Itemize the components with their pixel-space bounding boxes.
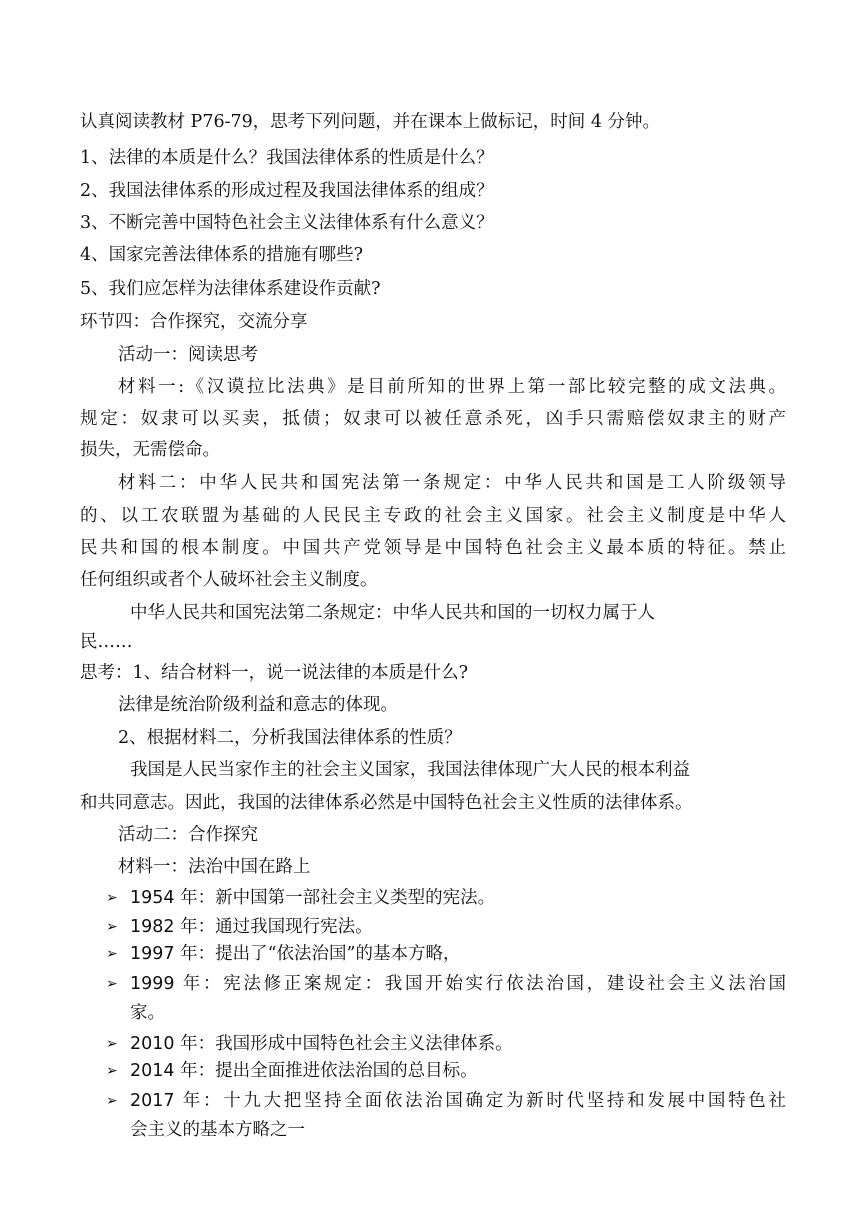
timeline-year-unit: 年： (180, 917, 216, 937)
timeline-year-unit: 年： (180, 1034, 216, 1054)
answer-2-line-2: 和共同意志。因此，我国的法律体系必然是中国特色社会主义性质的法律体系。 (80, 793, 693, 813)
timeline-text: 提出全面推进依法治国的总目标。 (215, 1061, 478, 1081)
timeline-bullet-icon: ➢ (106, 1063, 118, 1079)
answer-2-line-1: 我国是人民当家作主的社会主义国家，我国法律体现广大人民的根本利益 (130, 760, 690, 780)
think-question-1: 思考：1、结合材料一，说一说法律的本质是什么? (80, 663, 469, 683)
timeline-text: 我国形成中国特色社会主义法律体系。 (215, 1034, 513, 1054)
timeline-bullet-icon: ➢ (106, 946, 118, 962)
timeline-year-unit: 年： (180, 888, 216, 908)
article-2-line-2: 民…… (80, 632, 133, 652)
timeline-year: 1999 (130, 974, 183, 994)
material-1-line-2: 规定：奴隶可以买卖，抵债；奴隶可以被任意杀死，凶手只需赔偿奴隶主的财产 (80, 409, 786, 429)
material-2-line-4: 任何组织或者个人破坏社会主义制度。 (80, 570, 378, 590)
material-1-line-1: 材料一:《汉谟拉比法典》是目前所知的世界上第一部比较完整的成文法典。 (118, 377, 786, 397)
timeline-item-2010 (130, 1034, 513, 1054)
timeline-item-1982 (130, 917, 373, 937)
question-5: 5、我们应怎样为法律体系建设作贡献? (80, 279, 381, 299)
timeline-item-2014 (130, 1061, 478, 1081)
timeline-year-unit: 年： (182, 974, 224, 994)
timeline-year-unit: 年： (180, 1061, 216, 1081)
activity-2-heading: 活动二：合作探究 (118, 825, 258, 845)
timeline-year: 1954 (130, 888, 181, 908)
timeline-year: 1982 (130, 917, 181, 937)
timeline-item-2017-continuation: 会主义的基本方略之一 (130, 1120, 305, 1140)
timeline-text: 提出了“依法治国”的基本方略， (215, 944, 461, 964)
question-2: 2、我国法律体系的形成过程及我国法律体系的组成？ (80, 181, 494, 201)
timeline-year: 2010 (130, 1034, 181, 1054)
timeline-bullet-icon: ➢ (106, 976, 118, 992)
timeline-item-1999-continuation: 家。 (130, 1003, 165, 1023)
think-question-2: 2、根据材料二，分析我国法律体系的性质？ (118, 728, 462, 748)
section-4-heading: 环节四：合作探究，交流分享 (80, 312, 308, 332)
timeline-year-unit: 年： (180, 944, 216, 964)
question-3: 3、不断完善中国特色社会主义法律体系有什么意义？ (80, 213, 494, 233)
material-2-line-3: 民共和国的根本制度。中国共产党领导是中国特色社会主义最本质的特征。禁止 (80, 538, 786, 558)
timeline-year-unit: 年： (182, 1091, 224, 1111)
article-2-line-1: 中华人民共和国宪法第二条规定：中华人民共和国的一切权力属于人 (130, 603, 655, 623)
timeline-text: 宪法修正案规定：我国开始实行依法治国，建设社会主义法治国 (223, 974, 787, 994)
timeline-bullet-icon: ➢ (106, 890, 118, 906)
timeline-item-1997 (130, 944, 461, 964)
timeline-bullet-icon: ➢ (106, 1036, 118, 1052)
material-1-line-3: 损失，无需偿命。 (80, 440, 220, 460)
timeline-bullet-icon: ➢ (106, 919, 118, 935)
material-2-line-1: 材料二：中华人民共和国宪法第一条规定：中华人民共和国是工人阶级领导 (118, 473, 786, 493)
activity-1-heading: 活动一：阅读思考 (118, 345, 258, 365)
timeline-year: 1997 (130, 944, 181, 964)
timeline-year: 2017 (130, 1091, 183, 1111)
answer-1: 法律是统治阶级利益和意志的体现。 (118, 695, 398, 715)
material-2-line-2: 的、以工农联盟为基础的人民民主专政的社会主义国家。社会主义制度是中华人 (80, 506, 786, 526)
timeline-item-1954 (130, 888, 495, 908)
material-a-heading: 材料一：法治中国在路上 (118, 857, 311, 877)
timeline-bullet-icon: ➢ (106, 1093, 118, 1109)
timeline-text: 十九大把坚持全面依法治国确定为新时代坚持和发展中国特色社 (223, 1091, 787, 1111)
question-4: 4、国家完善法律体系的措施有哪些? (80, 245, 364, 265)
timeline-item-1999 (130, 974, 786, 994)
intro-instruction: 认真阅读教材 P76-79，思考下列问题，并在课本上做标记，时间 4 分钟。 (80, 112, 661, 132)
timeline-year: 2014 (130, 1061, 181, 1081)
timeline-text: 通过我国现行宪法。 (215, 917, 373, 937)
question-1: 1、法律的本质是什么？我国法律体系的性质是什么？ (80, 148, 494, 168)
timeline-item-2017 (130, 1091, 786, 1111)
timeline-text: 新中国第一部社会主义类型的宪法。 (215, 888, 496, 908)
